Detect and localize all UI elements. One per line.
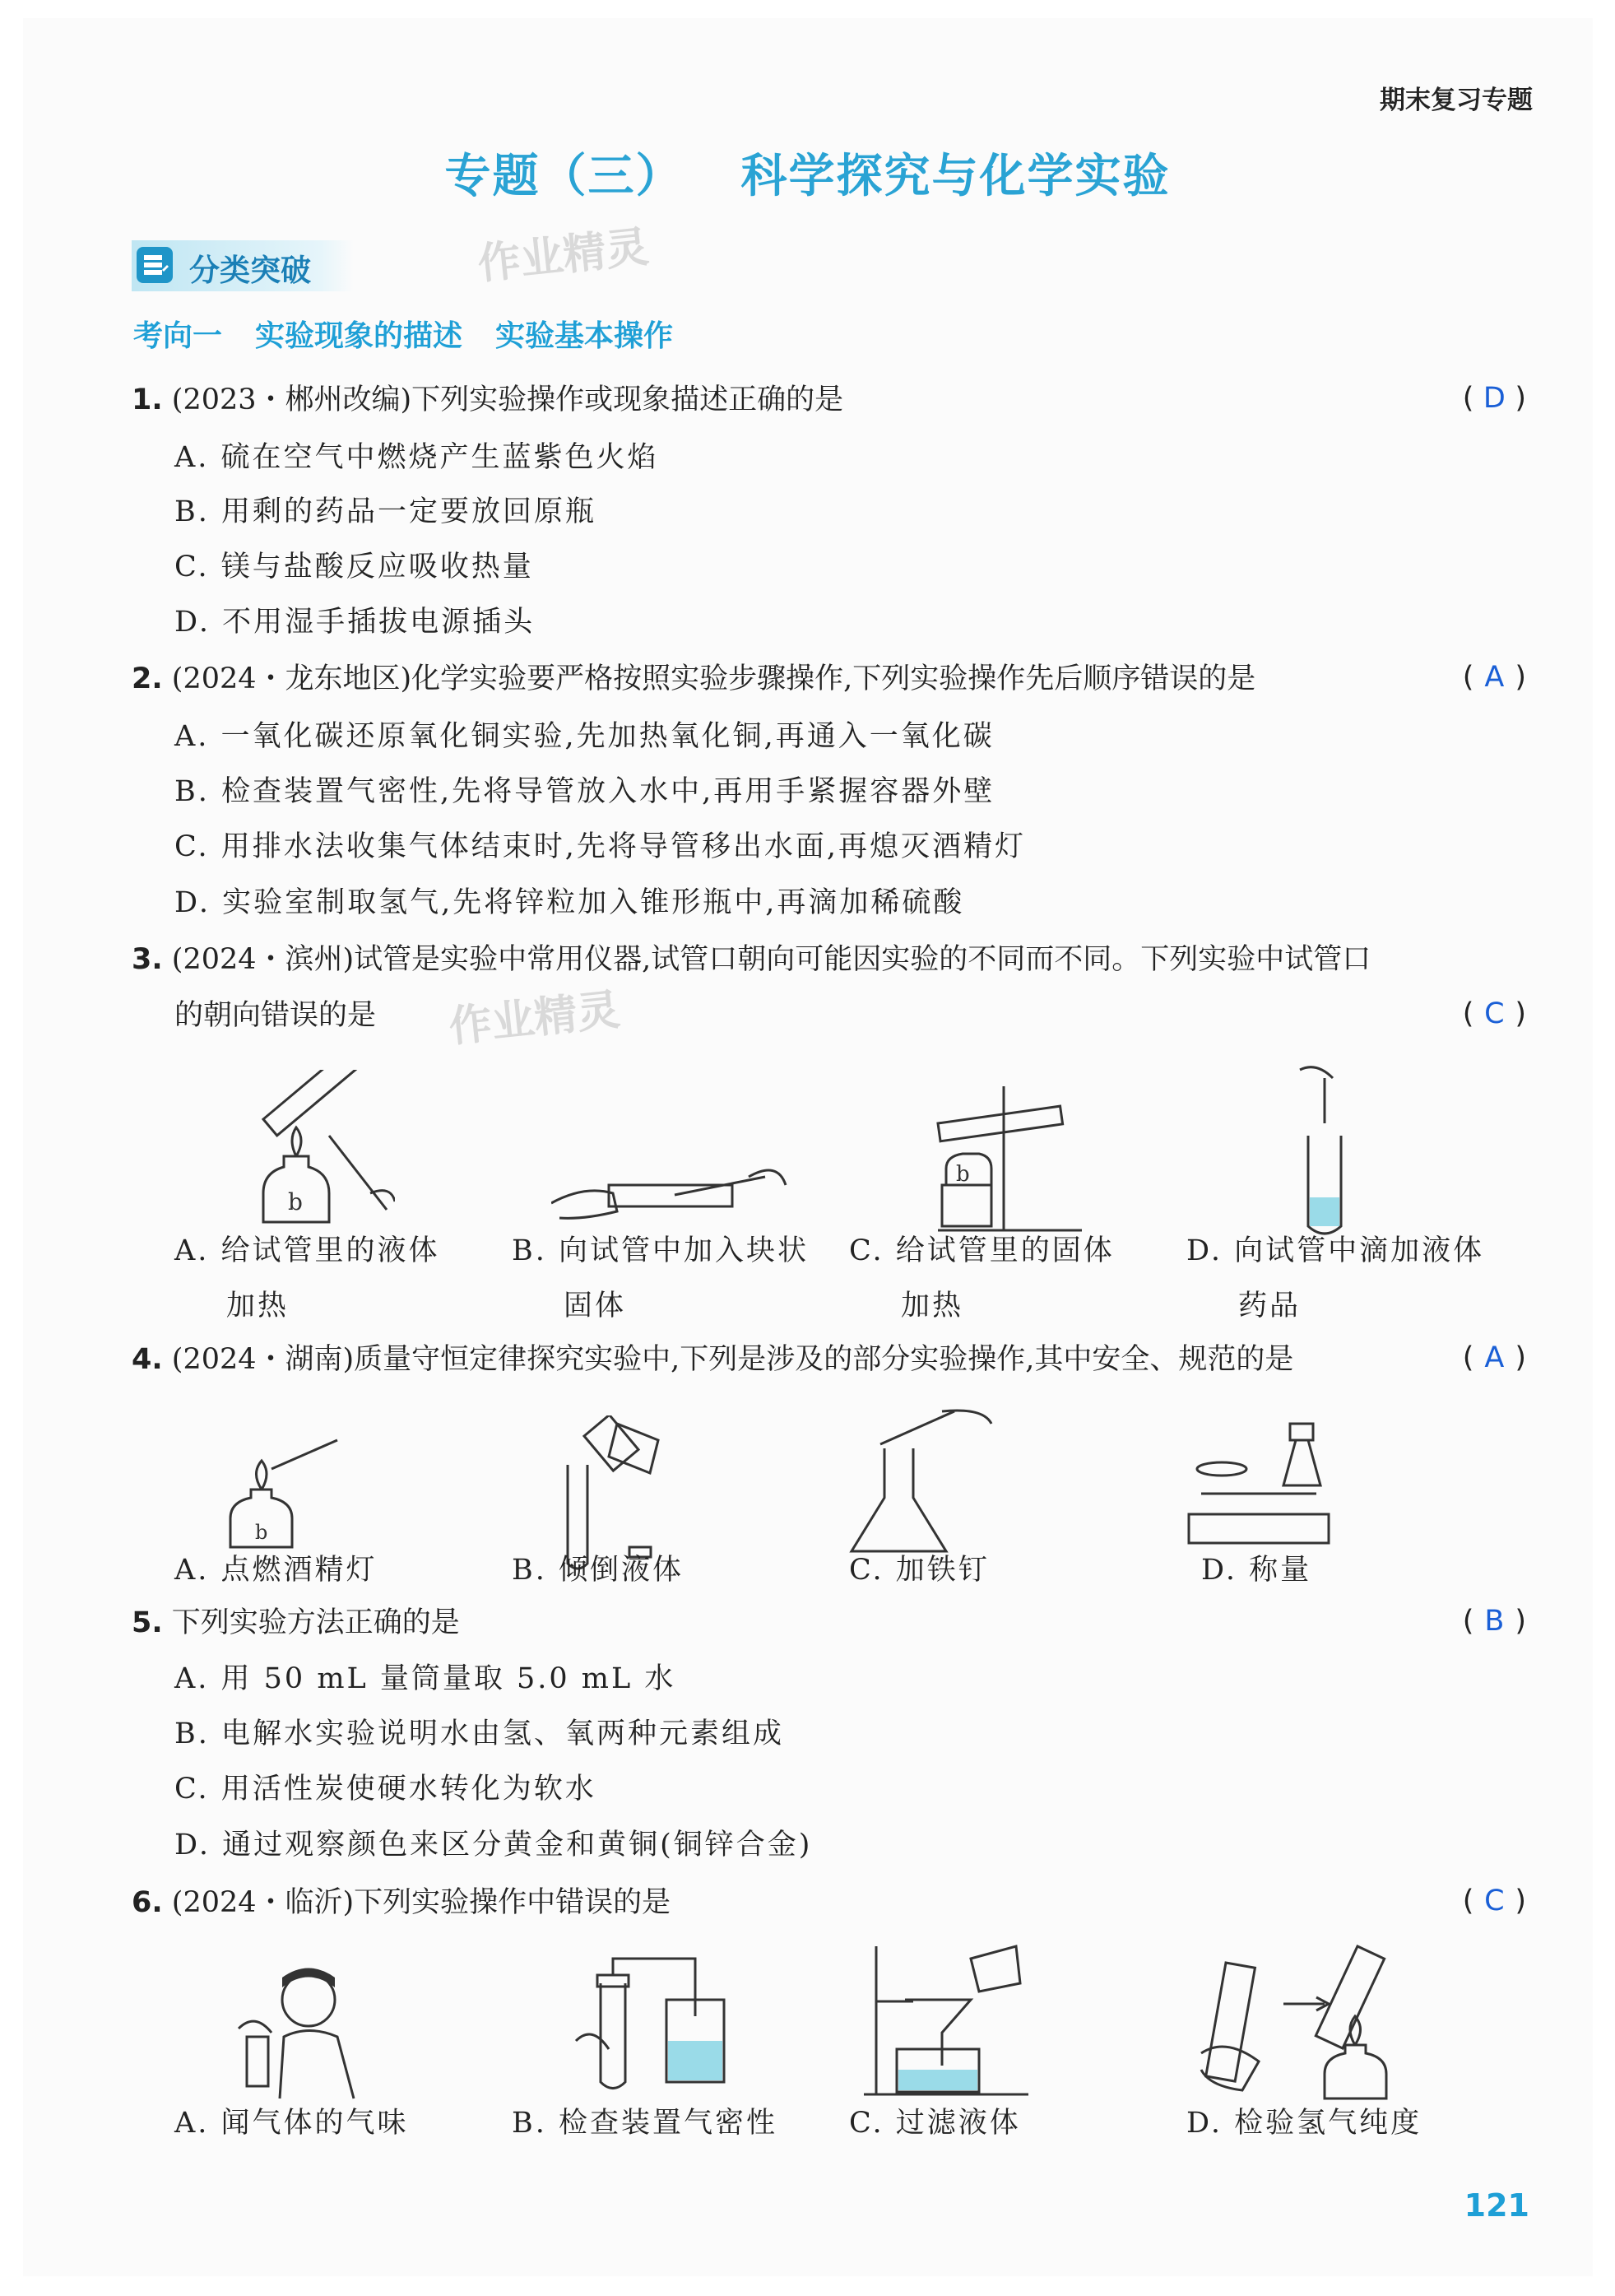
- question-number: 6.: [132, 1886, 163, 1919]
- figure-caption: B. 向试管中加入块状: [512, 1234, 809, 1267]
- figure-caption: 加热: [226, 1290, 290, 1322]
- question-5: [132, 1605, 460, 1641]
- svg-text:b: b: [255, 1521, 268, 1544]
- option: D. 通过观察颜色来区分黄金和黄铜(铜锌合金): [174, 1829, 813, 1861]
- answer-bracket: ( D ): [1462, 382, 1526, 415]
- question-number: 2.: [132, 662, 163, 695]
- figure-caption: C. 给试管里的固体: [849, 1234, 1115, 1267]
- watermark: 作业精灵: [447, 985, 623, 1053]
- svg-text:b: b: [956, 1162, 970, 1187]
- question-4: [132, 1341, 1293, 1378]
- option: A. 用 50 mL 量筒量取 5.0 mL 水: [174, 1662, 676, 1695]
- answer-bracket: ( A ): [1462, 661, 1526, 694]
- option: C. 镁与盐酸反应吸收热量: [174, 551, 534, 583]
- answer-bracket: ( C ): [1462, 1885, 1526, 1917]
- figure-lighting-lamp: [222, 1436, 354, 1551]
- option: C. 用排水法收集气体结束时,先将导管移出水面,再熄灭酒精灯: [174, 830, 1027, 863]
- figure-hydrogen-purity: [1193, 1938, 1432, 2103]
- option: A. 硫在空气中燃烧产生蓝紫色火焰: [174, 441, 659, 474]
- page-title: [0, 140, 1615, 206]
- subsection-topic1: 实验现象的描述: [255, 319, 463, 353]
- option: D. 实验室制取氢气,先将锌粒加入锥形瓶中,再滴加稀硫酸: [174, 886, 965, 919]
- watermark: 作业精灵: [476, 222, 652, 290]
- answer-value: A: [1484, 661, 1505, 694]
- answer-bracket: ( C ): [1462, 997, 1526, 1030]
- option: B. 用剩的药品一定要放回原瓶: [174, 495, 596, 528]
- header-label: 期末复习专题: [1380, 86, 1533, 115]
- question-1: [132, 382, 843, 418]
- subsection-code: 考向一: [133, 319, 223, 353]
- figure-caption: D. 检验氢气纯度: [1186, 2107, 1422, 2140]
- subsection-heading: [133, 313, 706, 355]
- answer-value: D: [1483, 382, 1506, 415]
- subsection-topic2: 实验基本操作: [495, 319, 674, 353]
- figure-caption: C. 过滤液体: [849, 2107, 1021, 2140]
- question-stem: (2024・滨州)试管是实验中常用仪器,试管口朝向可能因实验的不同而不同。下列实验中试管口: [171, 943, 1371, 976]
- figure-caption: 药品: [1238, 1290, 1302, 1322]
- figure-caption: 固体: [564, 1290, 627, 1322]
- figure-airtightness: [568, 1950, 732, 2098]
- figure-caption: A. 给试管里的液体: [174, 1234, 440, 1267]
- figure-caption: D. 称量: [1201, 1554, 1312, 1587]
- answer-bracket: ( A ): [1462, 1341, 1526, 1374]
- section-label: 分类突破: [189, 253, 311, 288]
- layers-icon: [137, 247, 173, 283]
- figure-caption: B. 倾倒液体: [512, 1554, 684, 1587]
- page-number: 121: [1464, 2187, 1529, 2224]
- figure-adding-solid: [551, 1152, 790, 1234]
- figure-weighing: [1185, 1415, 1333, 1547]
- question-stem: 下列实验方法正确的是: [171, 1606, 460, 1639]
- figure-filtering: [864, 1942, 1037, 2098]
- figure-caption: D. 向试管中滴加液体: [1186, 1234, 1485, 1267]
- figure-dropping-liquid: [1283, 1062, 1390, 1243]
- question-stem: (2024・龙东地区)化学实验要严格按照实验步骤操作,下列实验操作先后顺序错误的是: [171, 662, 1256, 695]
- figure-smelling-gas: [230, 1963, 370, 2103]
- figure-caption: A. 闻气体的气味: [174, 2107, 409, 2140]
- title-part1: 专题（三）: [444, 150, 684, 203]
- svg-text:b: b: [288, 1188, 303, 1215]
- option: B. 检查装置气密性,先将导管放入水中,再用手紧握容器外壁: [174, 775, 995, 808]
- figure-caption: C. 加铁钉: [849, 1554, 990, 1587]
- question-6: [132, 1885, 671, 1921]
- question-2: [132, 661, 1255, 697]
- figure-adding-nail: [847, 1407, 1012, 1555]
- option: D. 不用湿手插拔电源插头: [174, 606, 536, 639]
- figure-heating-liquid: [230, 1070, 395, 1234]
- question-stem: (2024・湖南)质量守恒定律探究实验中,下列是涉及的部分实验操作,其中安全、规范的是: [171, 1343, 1294, 1376]
- question-stem-continued: 的朝向错误的是: [174, 999, 377, 1032]
- answer-value: A: [1484, 1341, 1505, 1374]
- question-number: 4.: [132, 1343, 163, 1376]
- option: C. 用活性炭使硬水转化为软水: [174, 1773, 596, 1806]
- question-stem: (2024・临沂)下列实验操作中错误的是: [171, 1886, 671, 1919]
- figure-caption: 加热: [901, 1290, 964, 1322]
- answer-bracket: ( B ): [1462, 1605, 1526, 1638]
- figure-caption: A. 点燃酒精灯: [174, 1554, 378, 1587]
- question-number: 1.: [132, 383, 163, 416]
- section-badge: [132, 240, 354, 291]
- question-stem: (2023・郴州改编)下列实验操作或现象描述正确的是: [171, 383, 844, 416]
- title-part2: 科学探究与化学实验: [740, 150, 1171, 203]
- answer-value: C: [1484, 997, 1505, 1030]
- figure-caption: B. 检查装置气密性: [512, 2107, 777, 2140]
- option: A. 一氧化碳还原氧化铜实验,先加热氧化铜,再通入一氧化碳: [174, 720, 995, 753]
- figure-heating-solid: [905, 1078, 1086, 1234]
- answer-value: C: [1484, 1885, 1505, 1917]
- answer-value: B: [1484, 1605, 1505, 1638]
- option: B. 电解水实验说明水由氢、氧两种元素组成: [174, 1717, 784, 1750]
- question-number: 5.: [132, 1606, 163, 1639]
- question-3: [132, 941, 1371, 978]
- question-number: 3.: [132, 943, 163, 976]
